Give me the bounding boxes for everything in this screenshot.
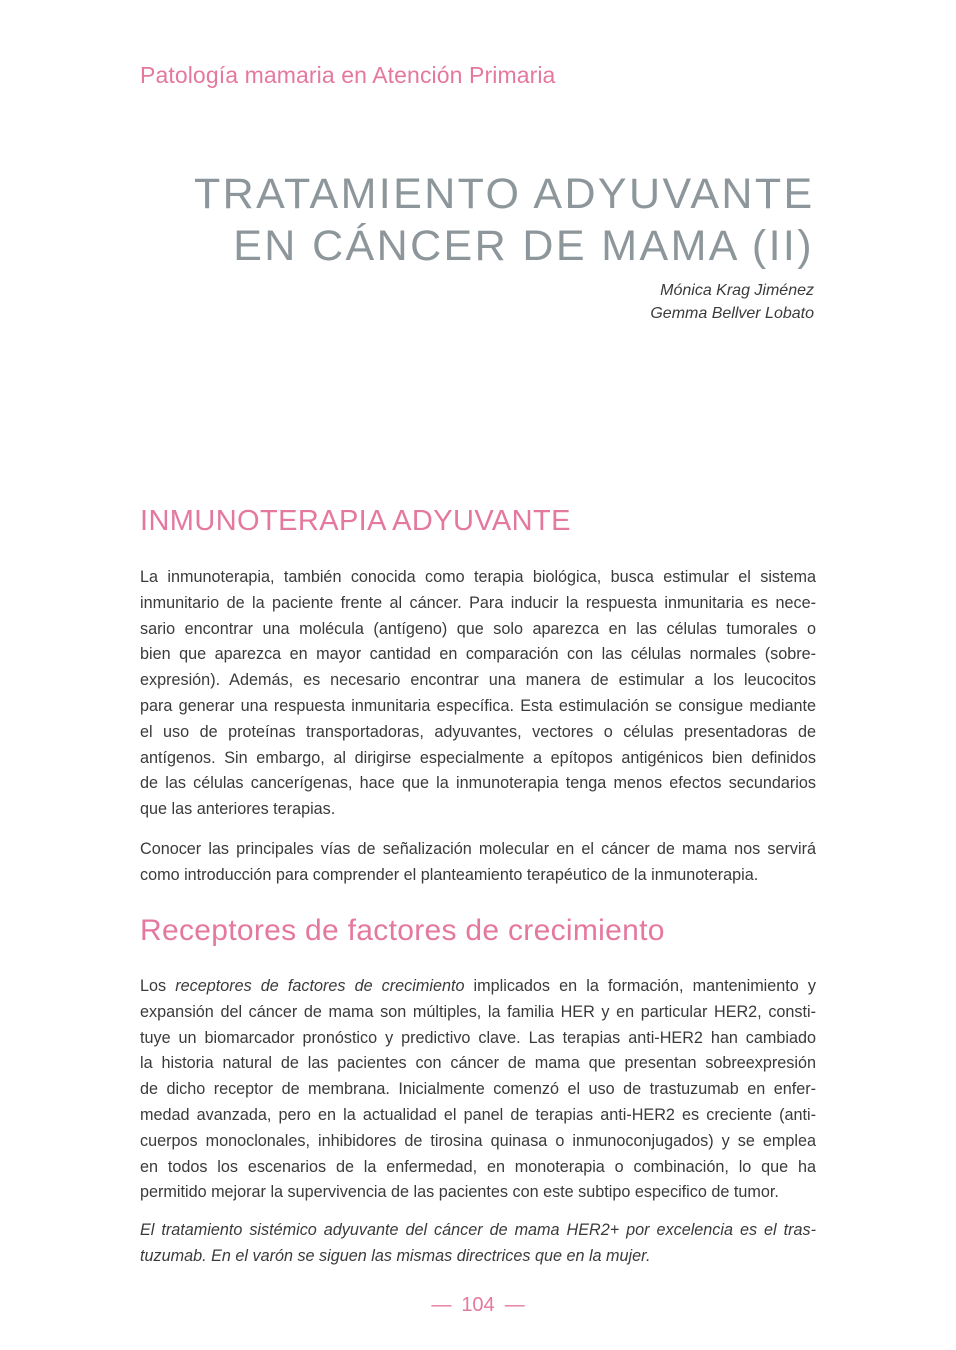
text-line: que las anteriores terapias. [140, 800, 336, 819]
author-list [650, 279, 814, 325]
text-line: inmunitario de la paciente frente al cáncer. Para inducir la respuesta inmunitaria es nece- [140, 593, 816, 612]
text-run: Los [140, 977, 176, 995]
text-line: expresión). Además, es necesario encontrar una manera de estimular a los leucocitos [140, 671, 816, 690]
text-line [140, 974, 816, 1000]
author-name-1: Mónica Krag Jiménez [660, 282, 814, 299]
key-recommendation [140, 1218, 816, 1270]
page-number [0, 1294, 956, 1317]
text-line: cuerpos monoclonales, inhibidores de tirosina quinasa o inmunoconjugados) y se emplea [140, 1131, 816, 1150]
author-name-2: Gemma Bellver Lobato [650, 305, 814, 322]
text-line: sario encontrar una molécula (antígeno) que solo aparezca en las células tumorales o [140, 619, 816, 638]
body-paragraph-2 [140, 837, 816, 889]
body-paragraph-3 [140, 974, 816, 1206]
text-line: Conocer las principales vías de señalización molecular en el cáncer de mama nos servirá [140, 840, 816, 858]
text-run: implicados en la formación, mantenimiento y [464, 977, 816, 995]
text-line: para generar una respuesta inmunitaria específica. Esta estimulación se consigue mediante [140, 696, 816, 715]
text-line: expansión del cáncer de mama son múltiples, la familia HER y en particular HER2, consti- [140, 1002, 816, 1021]
text-line: bien que aparezca en mayor cantidad en comparación con las células normales (sobre- [140, 645, 816, 664]
text-line: de las células cancerígenas, hace que la inmunoterapia tenga menos efectos secundarios [140, 774, 816, 793]
text-line: El tratamiento sistémico adyuvante del cáncer de mama HER2+ por excelencia es el tras- [140, 1221, 816, 1239]
chapter-title-line-1: TRATAMIENTO ADYUVANTE [194, 170, 815, 218]
chapter-title-line-2: EN CÁNCER DE MAMA (II) [233, 222, 814, 270]
text-line: antígenos. Sin embargo, al dirigirse especialmente a epítopos antigénicos bien definidos [140, 748, 816, 767]
chapter-title [194, 168, 814, 272]
text-line: en todos los escenarios de la enfermedad, en monoterapia o combinación, lo que ha [140, 1157, 816, 1176]
text-line: tuye un biomarcador pronóstico y predictivo clave. Las terapias anti-HER2 han cambiado [140, 1028, 816, 1047]
running-header: Patología mamaria en Atención Primaria [140, 62, 556, 88]
text-line: como introducción para comprender el planteamiento terapéutico de la inmunoterapia. [140, 865, 759, 884]
body-paragraph-1 [140, 565, 816, 823]
section-heading: INMUNOTERAPIA ADYUVANTE [140, 505, 571, 537]
text-line: el uso de proteínas transportadoras, adyuvantes, vectores o células presentadoras de [140, 722, 816, 741]
text-line: de dicho receptor de membrana. Inicialmente comenzó el uso de trastuzumab en enfer- [140, 1080, 816, 1099]
dash-ornament: — [431, 1294, 452, 1316]
subsection-heading: Receptores de factores de crecimiento [140, 914, 665, 947]
text-line: permitido mejorar la supervivencia de las pacientes con este subtipo especifico de tumor. [140, 1183, 779, 1202]
text-line: tuzumab. En el varón se siguen las mismas directrices que en la mujer. [140, 1246, 651, 1265]
text-line: la historia natural de las pacientes con cáncer de mama que presentan sobreexpresión [140, 1054, 816, 1073]
dash-ornament: — [504, 1294, 525, 1316]
text-line: La inmunoterapia, también conocida como terapia biológica, busca estimular el sistema [140, 568, 816, 586]
text-line: medad avanzada, pero en la actualidad el panel de terapias anti-HER2 es creciente (anti- [140, 1105, 816, 1124]
page-number-value: 104 [461, 1294, 495, 1316]
italic-term: receptores de factores de crecimiento [175, 977, 465, 995]
